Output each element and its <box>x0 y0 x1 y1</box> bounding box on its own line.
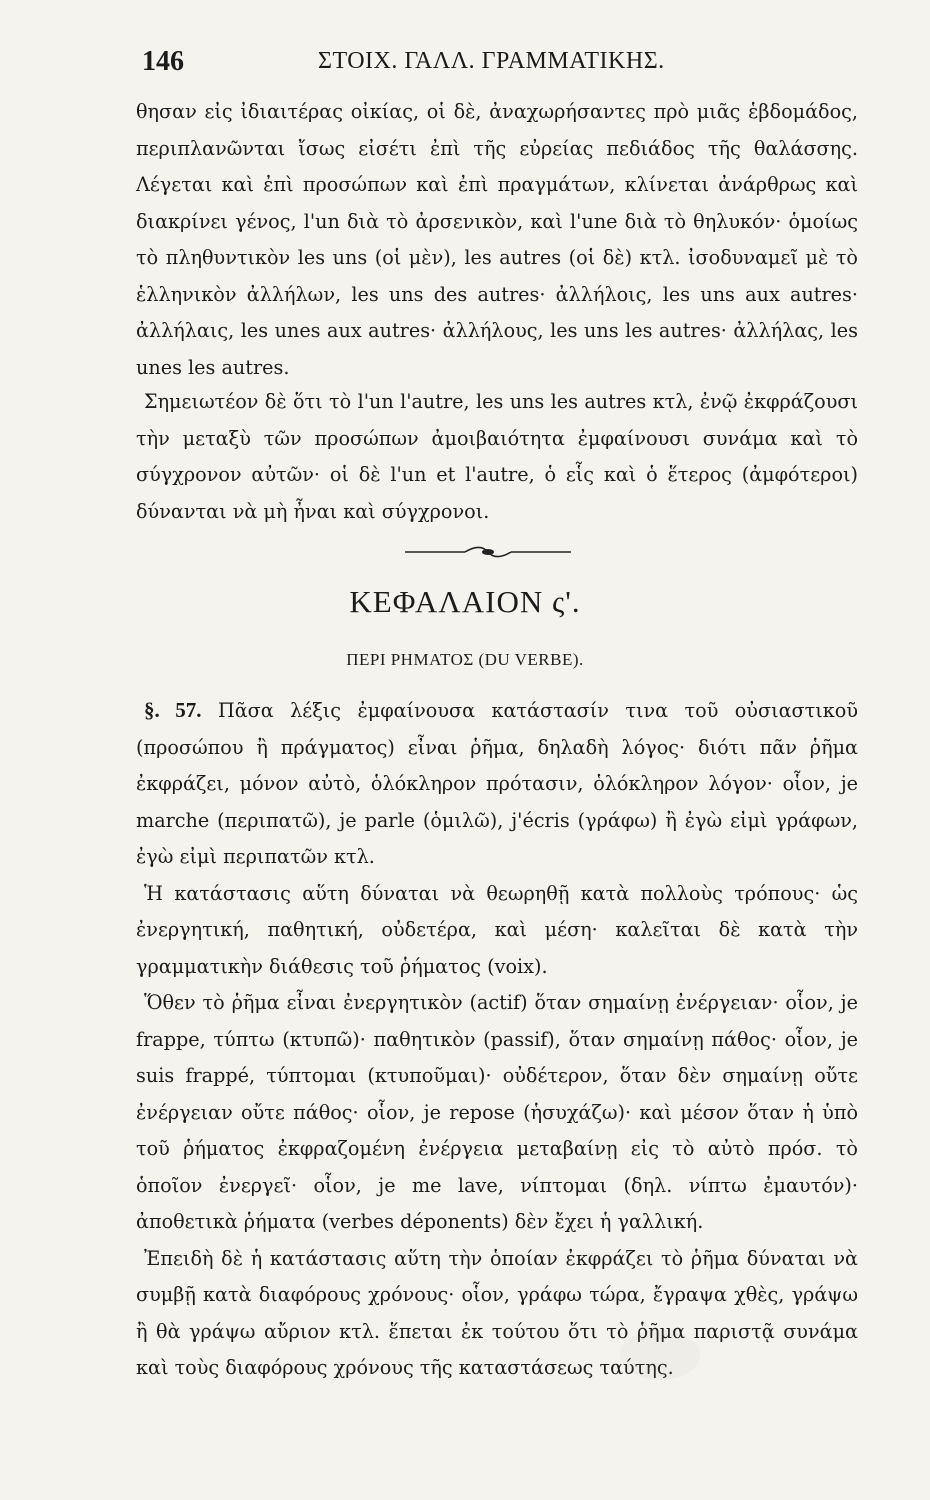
paragraph-section <box>136 692 858 876</box>
ornament-divider-icon <box>403 544 573 560</box>
text-block-note <box>136 384 858 530</box>
page-number: 146 <box>142 46 184 77</box>
paragraph-1: θησαν εἰς ἰδιαιτέρας οἰκίας, οἱ δὲ, ἀναχωρήσαντες πρὸ μιᾶς ἑβδομάδος, περιπλανῶνται ἴσως εἰσέτι ἐπὶ τῆς εὐρείας πεδιάδος τῆς θαλάσσης. Λέγεται καὶ ἐπὶ προσώπων καὶ ἐπὶ πραγμάτων, κλίνεται ἀνάρθρως καὶ διακρίνει γένος, l'un διὰ τὸ ἀρσενικὸν, καὶ l'une διὰ τὸ θηλυκόν· ὁμοίως τὸ πληθυντικὸν les uns (οἱ μὲν), les autres (οἱ δὲ) κτλ. ἰσοδυναμεῖ μὲ τὸ ἑλληνικὸν ἀλλήλων, les uns des autres· ἀλλήλοις, les uns aux autres· ἀλλήλαις, les unes aux autres· ἀλλήλους, les uns les autres· ἀλλήλας, les unes les autres. <box>136 100 858 379</box>
paragraph-6: Ἐπειδὴ δὲ ἡ κατάστασις αὕτη τὴν ὁποίαν ἐκφράζει τὸ ῥῆμα δύναται νὰ συμβῇ κατὰ διαφόρους χρόνους· οἷον, γράφω τώρα, ἔγραψα χθὲς, γράψω ἢ θὰ γράψω αὔριον κτλ. ἕπεται ἐκ τούτου ὅτι τὸ ῥῆμα παριστᾷ συνάμα καὶ τοὺς διαφόρους χρόνους τῆς καταστάσεως ταύτης. <box>136 1246 858 1379</box>
text-block-top <box>136 94 858 386</box>
chapter-title: ΚΕΦΑΛΑΙΟΝ ς'. <box>349 584 581 619</box>
paper-stain <box>620 1330 700 1380</box>
paragraph-3: Πᾶσα λέξις ἐμφαίνουσα κατάστασίν τινα τοῦ οὐσιαστικοῦ (προσώπου ἢ πράγματος) εἶναι ῥῆμα, δηλαδὴ λόγος· διότι πᾶν ῥῆμα ἐκφράζει, μόνον αὐτὸ, ὁλόκληρον πρότασιν, ὁλόκληρον λόγον· οἷον, je marche (περιπατῶ), je parle (ὁμιλῶ), j'écris (γράφω) ἢ ἐγὼ εἰμὶ γράφων, ἐγὼ εἰμὶ περιπατῶν κτλ. <box>136 699 858 868</box>
paragraph-5: Ὅθεν τὸ ῥῆμα εἶναι ἐνεργητικὸν (actif) ὅταν σημαίνῃ ἐνέργειαν· οἷον, je frappe, τύπτω (κτυπῶ)· παθητικὸν (passif), ὅταν σημαίνῃ πάθος· οἷον, je suis frappé, τύπτομαι (κτυποῦμαι)· οὐδέτερον, ὅταν δὲν σημαίνῃ οὔτε ἐνέργειαν οὔτε πάθος· οἷον, je repose (ἡσυχάζω)· καὶ μέσον ὅταν ἡ ὑπὸ τοῦ ῥήματος ἐκφραζομένη ἐνέργεια μεταβαίνῃ εἰς τὸ αὐτὸ πρόσ. τὸ ὁποῖον ἐνεργεῖ· οἷον, je me lave, νίπτομαι (δηλ. νίπτω ἐμαυτόν)· ἀποθετικὰ ῥήματα (verbes déponents) δὲν ἔχει ἡ γαλλική. <box>136 991 858 1233</box>
running-title: ΣΤΟΙΧ. ΓΑΛΛ. ΓΡΑΜΜΑΤΙΚΗΣ. <box>318 48 665 74</box>
text-block-main <box>136 692 858 1387</box>
chapter-subtitle: ΠΕΡΙ ΡΗΜΑΤΟΣ (DU VERBE). <box>346 650 584 669</box>
page-header <box>138 42 858 82</box>
section-number: §. 57. <box>144 698 202 722</box>
paragraph-4: Ἡ κατάστασις αὕτη δύναται νὰ θεωρηθῇ κατὰ πολλοὺς τρόπους· ὡς ἐνεργητική, παθητική, οὐδετέρα, καὶ μέση· καλεῖται δὲ κατὰ τὴν γραμματικὴν διάθεσις τοῦ ῥήματος (voix). <box>136 881 858 978</box>
paragraph-2: Σημειωτέον δὲ ὅτι τὸ l'un l'autre, les uns les autres κτλ, ἐνῷ ἐκφράζουσι τὴν μεταξὺ τῶν προσώπων ἀμοιβαιότητα ἐμφαίνουσι συνάμα καὶ τὸ σύγχρονον αὐτῶν· οἱ δὲ l'un et l'autre, ὁ εἷς καὶ ὁ ἕτερος (ἀμφότεροι) δύνανται νὰ μὴ ἦναι καὶ σύγχρονοι. <box>136 390 858 523</box>
